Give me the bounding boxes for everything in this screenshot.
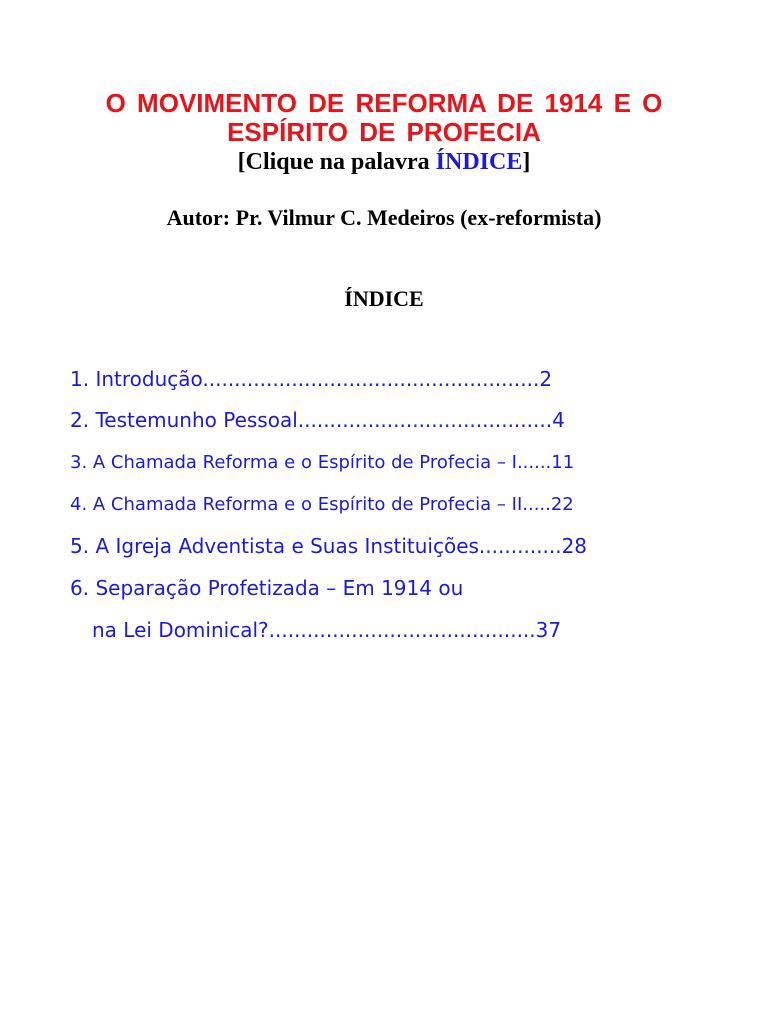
document-title-line-2: ESPÍRITO DE PROFECIA — [227, 117, 541, 147]
author-line: Autor: Pr. Vilmur C. Medeiros (ex-reformista) — [166, 205, 602, 230]
toc-item-introducao[interactable]: 1. Introdução.....................................................2 — [70, 367, 553, 391]
subtitle-instruction — [0, 147, 768, 177]
index-heading: ÍNDICE — [344, 286, 424, 311]
toc-item-chamada-reforma-1[interactable]: 3. A Chamada Reforma e o Espírito de Profecia – I......11 — [70, 452, 575, 473]
toc-item-separacao-profetizada[interactable]: 6. Separação Profetizada – Em 1914 ou — [70, 576, 464, 600]
toc-item-chamada-reforma-2[interactable]: 4. A Chamada Reforma e o Espírito de Profecia – II.....22 — [70, 494, 574, 515]
document-title-line-1: O MOVIMENTO DE REFORMA DE 1914 E O — [105, 88, 663, 118]
subtitle-suffix: ] — [522, 149, 531, 175]
toc-item-testemunho-pessoal[interactable]: 2. Testemunho Pessoal........................................4 — [70, 408, 565, 432]
toc-item-igreja-adventista[interactable]: 5. A Igreja Adventista e Suas Instituições.............28 — [70, 534, 588, 558]
toc-item-separacao-profetizada-continued[interactable]: na Lei Dominical?..........................................37 — [92, 618, 562, 642]
index-link[interactable]: ÍNDICE — [435, 149, 523, 175]
subtitle-prefix: [Clique na palavra — [237, 149, 436, 175]
